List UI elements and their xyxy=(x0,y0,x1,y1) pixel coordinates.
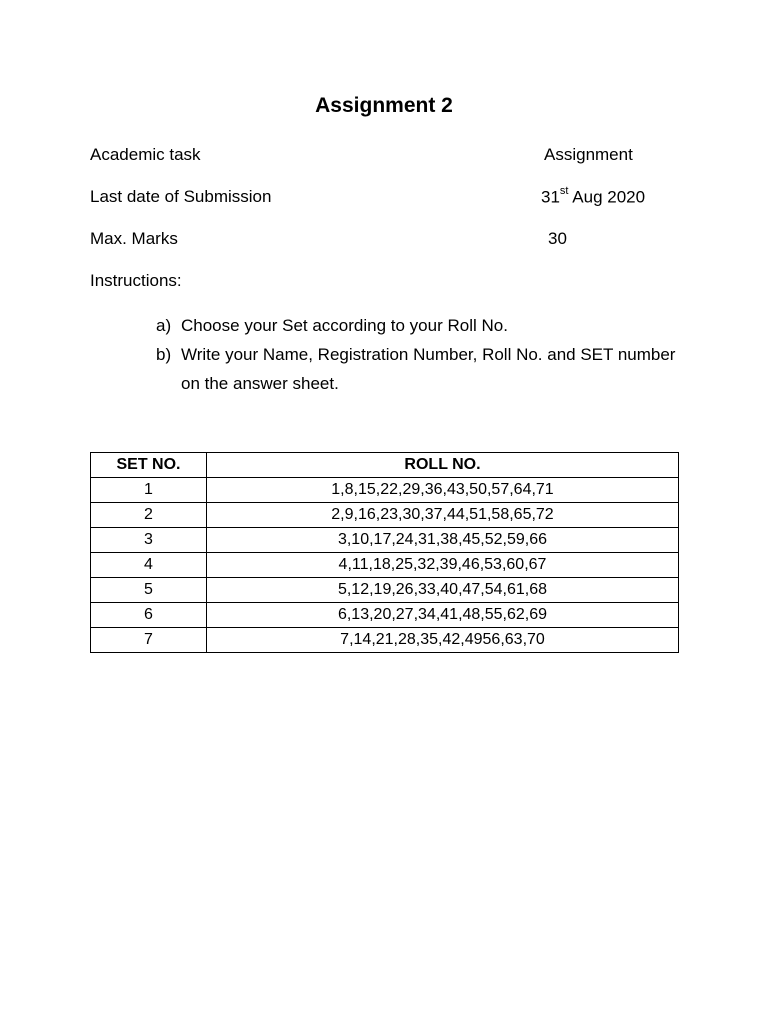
table-row xyxy=(91,603,679,628)
instruction-text: Choose your Set according to your Roll No. xyxy=(181,316,508,335)
last-date-suffix: st xyxy=(559,185,569,197)
roll-numbers-cell: 6,13,20,27,34,41,48,55,62,69 xyxy=(207,603,679,628)
instruction-marker: b) xyxy=(156,345,172,364)
instruction-marker: a) xyxy=(156,316,172,335)
table-row xyxy=(91,628,679,653)
roll-numbers-cell: 1,8,15,22,29,36,43,50,57,64,71 xyxy=(207,478,679,503)
instruction-text: Write your Name, Registration Number, Roll No. and SET number on the answer sheet. xyxy=(181,345,676,393)
academic-task-value: Assignment xyxy=(544,145,633,164)
table-row xyxy=(91,553,679,578)
set-number-cell: 5 xyxy=(91,578,207,603)
table-row xyxy=(91,478,679,503)
set-number-cell: 6 xyxy=(91,603,207,628)
set-number-cell: 7 xyxy=(91,628,207,653)
header-set-no: SET NO. xyxy=(91,453,207,478)
instructions-list xyxy=(156,311,676,398)
instruction-item xyxy=(156,340,676,398)
set-number-cell: 1 xyxy=(91,478,207,503)
table-row xyxy=(91,578,679,603)
roll-numbers-cell: 5,12,19,26,33,40,47,54,61,68 xyxy=(207,578,679,603)
instructions-heading: Instructions: xyxy=(90,271,182,290)
academic-task-label: Academic task xyxy=(90,145,201,164)
table-header-row xyxy=(91,453,679,478)
table-row xyxy=(91,528,679,553)
table-row xyxy=(91,503,679,528)
roll-numbers-cell: 4,11,18,25,32,39,46,53,60,67 xyxy=(207,553,679,578)
last-date-day: 31 xyxy=(541,187,560,207)
roll-numbers-cell: 7,14,21,28,35,42,4956,63,70 xyxy=(207,628,679,653)
last-date-value xyxy=(541,187,645,208)
last-date-label: Last date of Submission xyxy=(90,187,272,206)
last-date-rest: Aug 2020 xyxy=(568,187,646,207)
instruction-item xyxy=(156,311,676,340)
max-marks-label: Max. Marks xyxy=(90,229,178,248)
roll-numbers-cell: 2,9,16,23,30,37,44,51,58,65,72 xyxy=(207,503,679,528)
page-title: Assignment 2 xyxy=(315,94,453,117)
set-roll-table xyxy=(90,452,679,653)
set-number-cell: 2 xyxy=(91,503,207,528)
set-number-cell: 3 xyxy=(91,528,207,553)
roll-numbers-cell: 3,10,17,24,31,38,45,52,59,66 xyxy=(207,528,679,553)
max-marks-value: 30 xyxy=(548,229,567,248)
header-roll-no: ROLL NO. xyxy=(207,453,679,478)
set-number-cell: 4 xyxy=(91,553,207,578)
